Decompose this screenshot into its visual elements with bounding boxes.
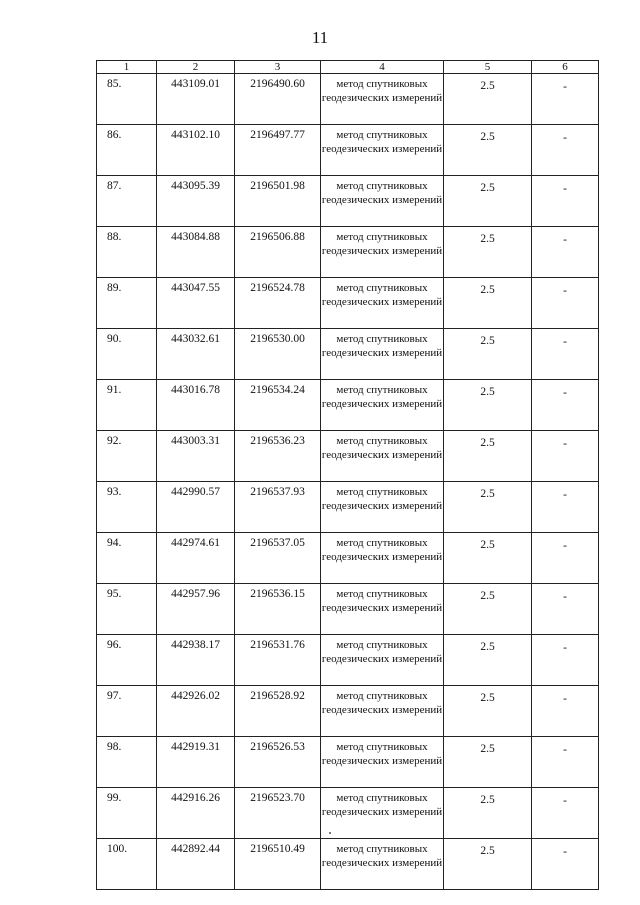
method-cell: метод спутниковых геодезических измерений (321, 176, 444, 227)
note-cell: - (532, 584, 599, 635)
y-coordinate-cell: 2196528.92 (235, 686, 321, 737)
note-cell: - (532, 431, 599, 482)
note-cell: - (532, 278, 599, 329)
x-coordinate-cell: 442916.26 (157, 788, 235, 839)
y-coordinate-cell: 2196536.15 (235, 584, 321, 635)
page-number: 11 (311, 28, 329, 47)
table-row (97, 125, 599, 176)
note-cell: - (532, 227, 599, 278)
point-number-cell: 100. (97, 839, 157, 890)
column-header-4: 4 (321, 61, 444, 74)
point-number-cell: 86. (97, 125, 157, 176)
method-cell: метод спутниковых геодезических измерений (321, 329, 444, 380)
method-cell: метод спутниковых геодезических измерений (321, 788, 444, 839)
note-cell: - (532, 839, 599, 890)
y-coordinate-cell: 2196524.78 (235, 278, 321, 329)
accuracy-cell: 2.5 (444, 686, 532, 737)
y-coordinate-cell: 2196501.98 (235, 176, 321, 227)
table-row (97, 176, 599, 227)
accuracy-cell: 2.5 (444, 329, 532, 380)
accuracy-cell: 2.5 (444, 380, 532, 431)
table-row (97, 788, 599, 839)
x-coordinate-cell: 443032.61 (157, 329, 235, 380)
x-coordinate-cell: 442926.02 (157, 686, 235, 737)
method-cell: метод спутниковых геодезических измерений (321, 533, 444, 584)
y-coordinate-cell: 2196537.93 (235, 482, 321, 533)
x-coordinate-cell: 443095.39 (157, 176, 235, 227)
point-number-cell: 98. (97, 737, 157, 788)
x-coordinate-cell: 443109.01 (157, 74, 235, 125)
accuracy-cell: 2.5 (444, 482, 532, 533)
method-cell: метод спутниковых геодезических измерений (321, 737, 444, 788)
y-coordinate-cell: 2196537.05 (235, 533, 321, 584)
point-number-cell: 96. (97, 635, 157, 686)
y-coordinate-cell: 2196506.88 (235, 227, 321, 278)
accuracy-cell: 2.5 (444, 176, 532, 227)
y-coordinate-cell: 2196526.53 (235, 737, 321, 788)
column-header-3: 3 (235, 61, 321, 74)
x-coordinate-cell: 442974.61 (157, 533, 235, 584)
note-cell: - (532, 74, 599, 125)
method-cell: метод спутниковых геодезических измерений (321, 380, 444, 431)
x-coordinate-cell: 442957.96 (157, 584, 235, 635)
x-coordinate-cell: 443047.55 (157, 278, 235, 329)
note-cell: - (532, 533, 599, 584)
table-row (97, 635, 599, 686)
method-cell: метод спутниковых геодезических измерений (321, 431, 444, 482)
point-number-cell: 87. (97, 176, 157, 227)
column-header-5: 5 (444, 61, 532, 74)
table-row (97, 380, 599, 431)
point-number-cell: 97. (97, 686, 157, 737)
note-cell: - (532, 329, 599, 380)
x-coordinate-cell: 442919.31 (157, 737, 235, 788)
point-number-cell: 85. (97, 74, 157, 125)
y-coordinate-cell: 2196490.60 (235, 74, 321, 125)
method-cell: метод спутниковых геодезических измерений (321, 635, 444, 686)
method-cell: метод спутниковых геодезических измерений (321, 686, 444, 737)
note-cell: - (532, 125, 599, 176)
method-cell: метод спутниковых геодезических измерений (321, 584, 444, 635)
point-number-cell: 88. (97, 227, 157, 278)
accuracy-cell: 2.5 (444, 278, 532, 329)
table-body (97, 74, 599, 890)
table-row (97, 227, 599, 278)
method-cell: метод спутниковых геодезических измерений (321, 74, 444, 125)
method-cell: метод спутниковых геодезических измерений (321, 227, 444, 278)
note-cell: - (532, 788, 599, 839)
method-cell: метод спутниковых геодезических измерений (321, 278, 444, 329)
point-number-cell: 93. (97, 482, 157, 533)
x-coordinate-cell: 443016.78 (157, 380, 235, 431)
column-header-2: 2 (157, 61, 235, 74)
method-cell: метод спутниковых геодезических измерений (321, 839, 444, 890)
column-header-6: 6 (532, 61, 599, 74)
accuracy-cell: 2.5 (444, 584, 532, 635)
column-header-1: 1 (97, 61, 157, 74)
x-coordinate-cell: 443102.10 (157, 125, 235, 176)
x-coordinate-cell: 443084.88 (157, 227, 235, 278)
y-coordinate-cell: 2196523.70 (235, 788, 321, 839)
accuracy-cell: 2.5 (444, 125, 532, 176)
method-cell: метод спутниковых геодезических измерений (321, 482, 444, 533)
table-row (97, 74, 599, 125)
header-row (97, 61, 599, 74)
point-number-cell: 95. (97, 584, 157, 635)
note-cell: - (532, 737, 599, 788)
accuracy-cell: 2.5 (444, 788, 532, 839)
y-coordinate-cell: 2196497.77 (235, 125, 321, 176)
x-coordinate-cell: 442938.17 (157, 635, 235, 686)
table-row (97, 329, 599, 380)
accuracy-cell: 2.5 (444, 839, 532, 890)
y-coordinate-cell: 2196531.76 (235, 635, 321, 686)
x-coordinate-cell: 442990.57 (157, 482, 235, 533)
point-number-cell: 92. (97, 431, 157, 482)
table-row (97, 737, 599, 788)
point-number-cell: 90. (97, 329, 157, 380)
point-number-cell: 89. (97, 278, 157, 329)
note-cell: - (532, 482, 599, 533)
point-number-cell: 94. (97, 533, 157, 584)
accuracy-cell: 2.5 (444, 431, 532, 482)
accuracy-cell: 2.5 (444, 74, 532, 125)
point-number-cell: 99. (97, 788, 157, 839)
table-row (97, 686, 599, 737)
table-row (97, 431, 599, 482)
accuracy-cell: 2.5 (444, 635, 532, 686)
y-coordinate-cell: 2196534.24 (235, 380, 321, 431)
table-row (97, 839, 599, 890)
method-cell: метод спутниковых геодезических измерений (321, 125, 444, 176)
point-number-cell: 91. (97, 380, 157, 431)
scan-speck (329, 832, 331, 834)
note-cell: - (532, 686, 599, 737)
y-coordinate-cell: 2196530.00 (235, 329, 321, 380)
y-coordinate-cell: 2196536.23 (235, 431, 321, 482)
table-row (97, 482, 599, 533)
table-row (97, 278, 599, 329)
table-row (97, 584, 599, 635)
x-coordinate-cell: 442892.44 (157, 839, 235, 890)
note-cell: - (532, 176, 599, 227)
accuracy-cell: 2.5 (444, 737, 532, 788)
table-row (97, 533, 599, 584)
note-cell: - (532, 380, 599, 431)
accuracy-cell: 2.5 (444, 533, 532, 584)
y-coordinate-cell: 2196510.49 (235, 839, 321, 890)
coordinates-table (96, 60, 599, 890)
x-coordinate-cell: 443003.31 (157, 431, 235, 482)
note-cell: - (532, 635, 599, 686)
accuracy-cell: 2.5 (444, 227, 532, 278)
